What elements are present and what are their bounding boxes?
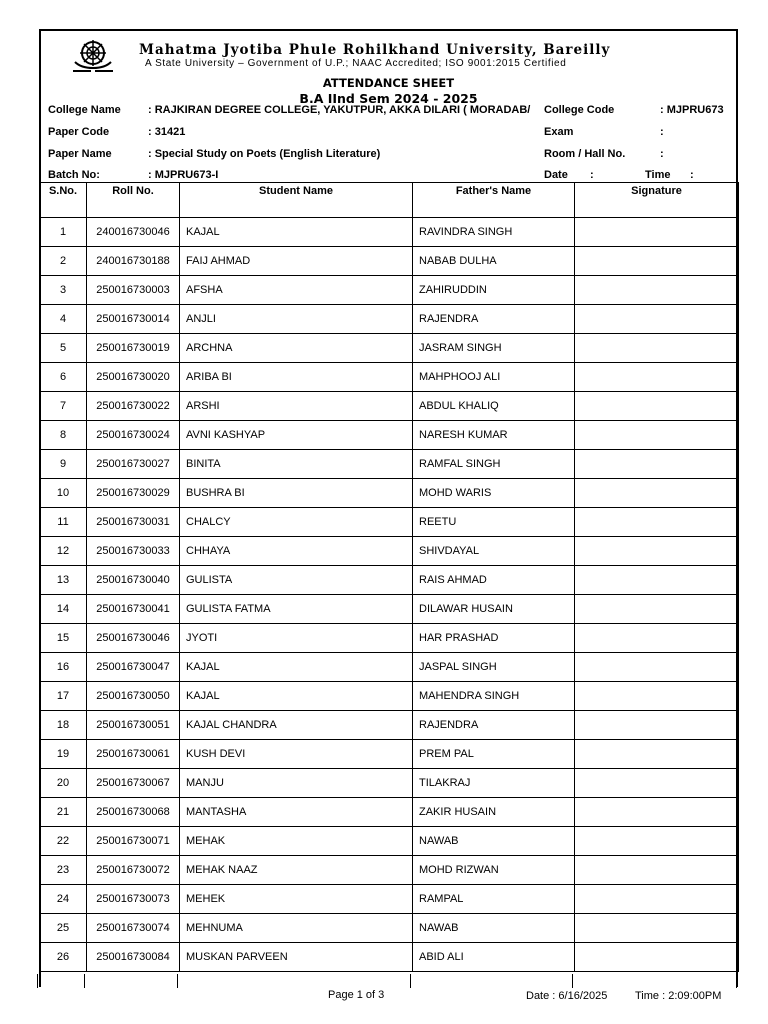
signature-cell[interactable] [575,856,739,885]
father-name: RAMFAL SINGH [413,450,575,479]
student-name: AFSHA [180,276,413,305]
signature-cell[interactable] [575,943,739,972]
student-name: AVNI KASHYAP [180,421,413,450]
signature-cell[interactable] [575,450,739,479]
table-row [40,653,739,682]
father-name: MAHPHOOJ ALI [413,363,575,392]
signature-cell[interactable] [575,566,739,595]
table-row [40,769,739,798]
col-header-roll: Roll No. [87,183,180,218]
serial-number: 16 [40,653,87,682]
father-name: NAWAB [413,914,575,943]
serial-number: 13 [40,566,87,595]
table-row [40,479,739,508]
time-value: : [690,169,694,181]
father-name: ZAKIR HUSAIN [413,798,575,827]
student-name: MANJU [180,769,413,798]
roll-number: 250016730068 [87,798,180,827]
father-name: DILAWAR HUSAIN [413,595,575,624]
page-number: Page 1 of 3 [328,989,385,1001]
student-name: KUSH DEVI [180,740,413,769]
student-name: MEHNUMA [180,914,413,943]
attendance-sheet-page [39,29,738,987]
student-name: KAJAL CHANDRA [180,711,413,740]
father-name: ABID ALI [413,943,575,972]
roll-number: 250016730031 [87,508,180,537]
room-label: Room / Hall No. [544,148,626,160]
exam-label: Exam [544,126,574,138]
roll-number: 240016730188 [87,247,180,276]
father-name: ABDUL KHALIQ [413,392,575,421]
table-row [40,827,739,856]
batch-label: Batch No: [48,169,100,181]
signature-cell[interactable] [575,595,739,624]
time-label: Time [645,169,671,181]
table-row [40,798,739,827]
signature-cell[interactable] [575,276,739,305]
roll-number: 250016730084 [87,943,180,972]
serial-number: 14 [40,595,87,624]
student-name: MEHEK [180,885,413,914]
serial-number: 4 [40,305,87,334]
serial-number: 20 [40,769,87,798]
paper-code-value: : 31421 [148,126,186,138]
signature-cell[interactable] [575,798,739,827]
roll-number: 250016730074 [87,914,180,943]
serial-number: 25 [40,914,87,943]
table-row [40,566,739,595]
table-row [40,218,739,247]
father-name: RAJENDRA [413,305,575,334]
signature-cell[interactable] [575,769,739,798]
col-header-student: Student Name [180,183,413,218]
student-name: BINITA [180,450,413,479]
roll-number: 250016730022 [87,392,180,421]
signature-cell[interactable] [575,827,739,856]
table-row [40,334,739,363]
paper-name-label: Paper Name [48,148,112,160]
student-name: ANJLI [180,305,413,334]
table-row [40,682,739,711]
date-label: Date [544,169,568,181]
signature-cell[interactable] [575,305,739,334]
student-name: CHHAYA [180,537,413,566]
serial-number: 9 [40,450,87,479]
serial-number: 1 [40,218,87,247]
partial-table-row [37,974,738,988]
table-row [40,914,739,943]
signature-cell[interactable] [575,363,739,392]
father-name: MOHD WARIS [413,479,575,508]
father-name: PREM PAL [413,740,575,769]
serial-number: 5 [40,334,87,363]
roll-number: 250016730014 [87,305,180,334]
serial-number: 2 [40,247,87,276]
roll-number: 250016730003 [87,276,180,305]
student-name: CHALCY [180,508,413,537]
student-name: MANTASHA [180,798,413,827]
signature-cell[interactable] [575,334,739,363]
father-name: TILAKRAJ [413,769,575,798]
father-name: JASPAL SINGH [413,653,575,682]
father-name: NAWAB [413,827,575,856]
table-row [40,856,739,885]
university-name: Mahatma Jyotiba Phule Rohilkhand University, Bareilly [139,42,611,58]
table-row [40,363,739,392]
signature-cell[interactable] [575,885,739,914]
signature-cell[interactable] [575,218,739,247]
table-row [40,711,739,740]
roll-number: 250016730040 [87,566,180,595]
serial-number: 6 [40,363,87,392]
college-name-value: : RAJKIRAN DEGREE COLLEGE, YAKUTPUR, AKKA DILARI ( MORADAB/ [148,104,531,116]
father-name: JASRAM SINGH [413,334,575,363]
student-name: ARCHNA [180,334,413,363]
signature-cell[interactable] [575,247,739,276]
signature-cell[interactable] [575,624,739,653]
father-name: MAHENDRA SINGH [413,682,575,711]
signature-cell[interactable] [575,537,739,566]
roll-number: 250016730050 [87,682,180,711]
roll-number: 250016730029 [87,479,180,508]
student-name: JYOTI [180,624,413,653]
father-name: RAIS AHMAD [413,566,575,595]
serial-number: 10 [40,479,87,508]
table-row [40,508,739,537]
father-name: RAJENDRA [413,711,575,740]
table-row [40,276,739,305]
table-row [40,247,739,276]
roll-number: 250016730027 [87,450,180,479]
student-name: MEHAK [180,827,413,856]
table-row [40,305,739,334]
serial-number: 18 [40,711,87,740]
serial-number: 23 [40,856,87,885]
student-name: ARIBA BI [180,363,413,392]
signature-cell[interactable] [575,508,739,537]
father-name: NARESH KUMAR [413,421,575,450]
date-value: : [590,169,594,181]
table-row [40,885,739,914]
sheet-title: ATTENDANCE SHEET [322,76,455,90]
father-name: SHIVDAYAL [413,537,575,566]
paper-name-value: : Special Study on Poets (English Literature) [148,148,381,160]
table-row [40,595,739,624]
serial-number: 26 [40,943,87,972]
roll-number: 250016730041 [87,595,180,624]
university-logo-icon [71,38,115,76]
col-header-sno: S.No. [40,183,87,218]
father-name: RAMPAL [413,885,575,914]
roll-number: 250016730047 [87,653,180,682]
exam-value: : [660,126,664,138]
student-name: KAJAL [180,682,413,711]
serial-number: 24 [40,885,87,914]
table-row [40,740,739,769]
roll-number: 250016730061 [87,740,180,769]
college-name-label: College Name [48,104,121,116]
room-value: : [660,148,664,160]
father-name: MOHD RIZWAN [413,856,575,885]
roll-number: 250016730073 [87,885,180,914]
course-title: B.A IInd Sem 2024 - 2025 [299,91,478,106]
serial-number: 8 [40,421,87,450]
roll-number: 250016730067 [87,769,180,798]
serial-number: 7 [40,392,87,421]
table-row [40,421,739,450]
signature-cell[interactable] [575,479,739,508]
col-header-father: Father's Name [413,183,575,218]
student-name: GULISTA [180,566,413,595]
roll-number: 250016730046 [87,624,180,653]
roll-number: 250016730071 [87,827,180,856]
signature-cell[interactable] [575,653,739,682]
table-row [40,537,739,566]
serial-number: 19 [40,740,87,769]
attendance-table [39,182,739,972]
serial-number: 15 [40,624,87,653]
table-header-row [40,183,739,218]
roll-number: 250016730020 [87,363,180,392]
roll-number: 250016730024 [87,421,180,450]
university-subtitle: A State University – Government of U.P.; NAAC Accredited; ISO 9001:2015 Certified [145,58,567,69]
serial-number: 12 [40,537,87,566]
father-name: ZAHIRUDDIN [413,276,575,305]
roll-number: 250016730019 [87,334,180,363]
student-name: GULISTA FATMA [180,595,413,624]
signature-cell[interactable] [575,914,739,943]
signature-cell[interactable] [575,682,739,711]
serial-number: 17 [40,682,87,711]
table-row [40,943,739,972]
father-name: NABAB DULHA [413,247,575,276]
paper-code-label: Paper Code [48,126,110,138]
college-code-value: : MJPRU673 [660,104,724,116]
serial-number: 21 [40,798,87,827]
student-name: BUSHRA BI [180,479,413,508]
roll-number: 250016730072 [87,856,180,885]
batch-value: : MJPRU673-I [148,169,219,181]
table-row [40,624,739,653]
father-name: HAR PRASHAD [413,624,575,653]
serial-number: 3 [40,276,87,305]
student-name: FAIJ AHMAD [180,247,413,276]
serial-number: 11 [40,508,87,537]
student-name: MUSKAN PARVEEN [180,943,413,972]
student-name: KAJAL [180,218,413,247]
student-name: ARSHI [180,392,413,421]
col-header-signature: Signature [575,183,739,218]
serial-number: 22 [40,827,87,856]
roll-number: 250016730051 [87,711,180,740]
student-name: MEHAK NAAZ [180,856,413,885]
student-name: KAJAL [180,653,413,682]
college-code-label: College Code [544,104,615,116]
signature-cell[interactable] [575,421,739,450]
signature-cell[interactable] [575,740,739,769]
table-row [40,450,739,479]
signature-cell[interactable] [575,392,739,421]
print-date: Date : 6/16/2025 [526,990,608,1002]
signature-cell[interactable] [575,711,739,740]
roll-number: 250016730033 [87,537,180,566]
print-time: Time : 2:09:00PM [635,990,722,1002]
table-row [40,392,739,421]
roll-number: 240016730046 [87,218,180,247]
father-name: REETU [413,508,575,537]
father-name: RAVINDRA SINGH [413,218,575,247]
